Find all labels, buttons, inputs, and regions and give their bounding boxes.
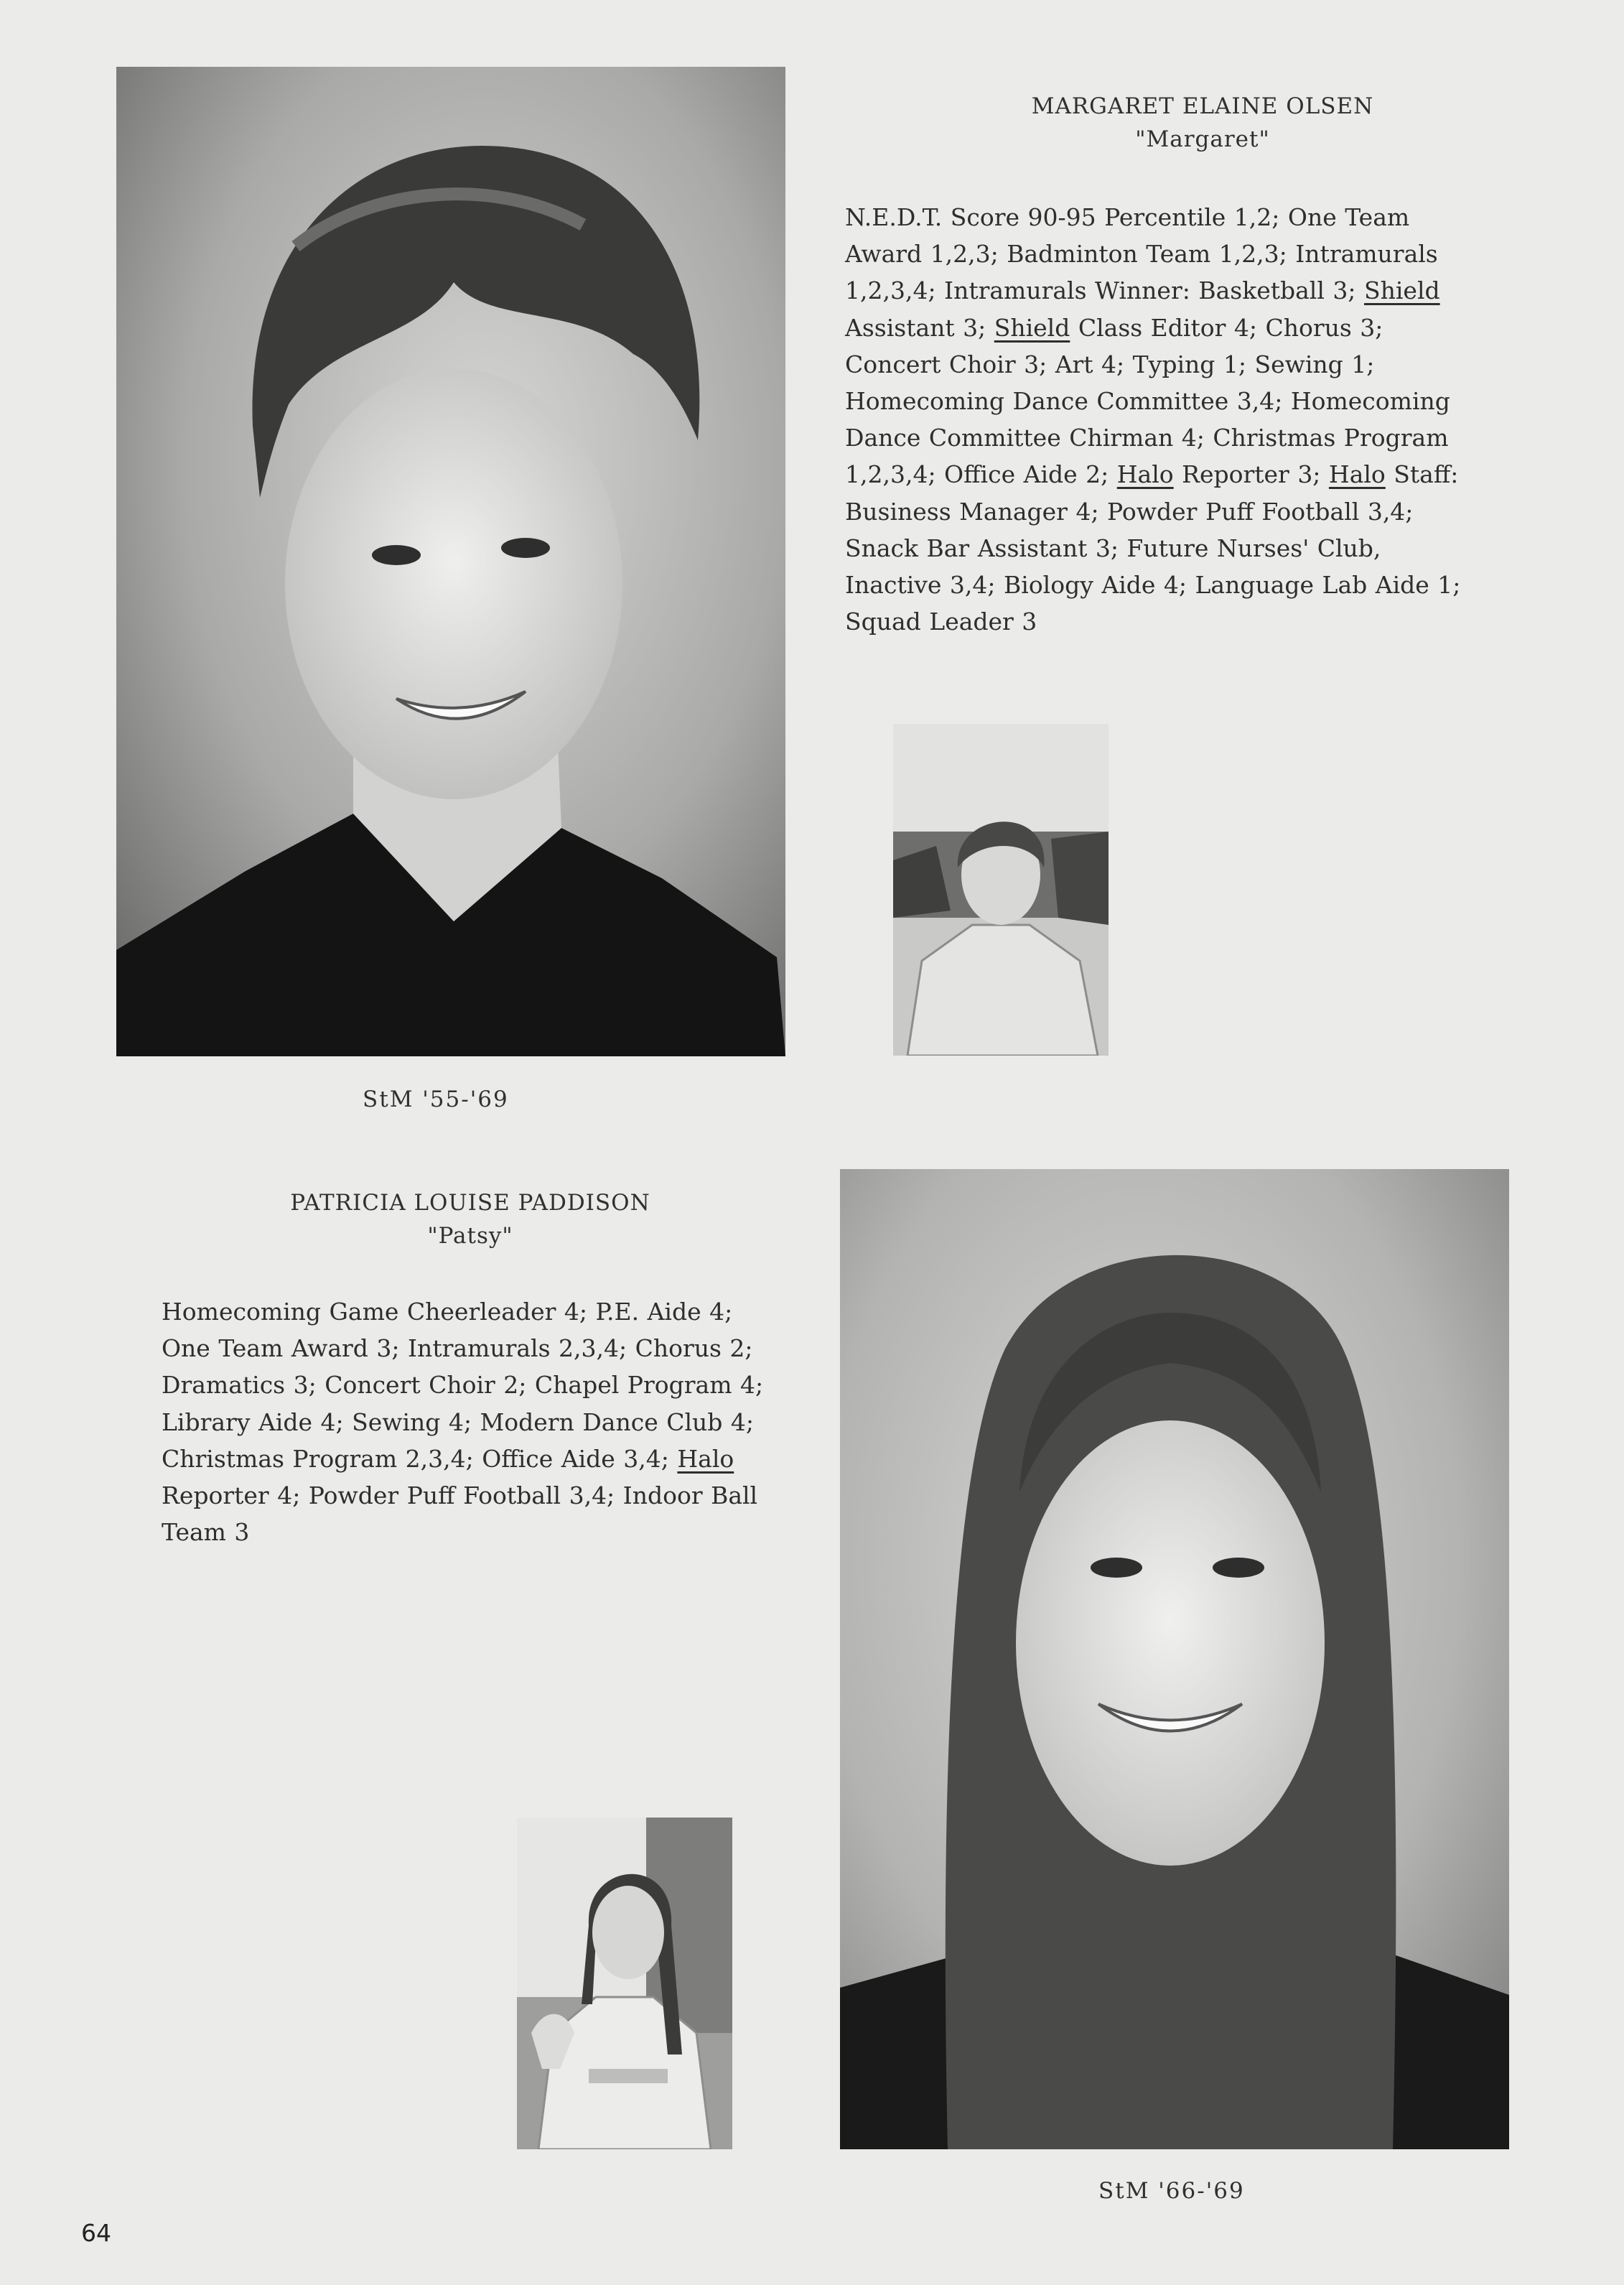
bio-text-segment: Homecoming Game Cheerleader 4; P.E. Aide 4; One Team Award 3; Intramurals 2,3,4; Chorus 2; Dramatics 3; Concert Choir 2; Chapel Program 4; Library Aide 4; Sewing 4; Modern Dance Club 4; Christmas Program 2,3,4; Office Aide 3,4;: [162, 1298, 764, 1473]
underlined-publication-title: Halo: [1328, 460, 1386, 489]
student2-nickname: "Patsy": [427, 1223, 513, 1249]
candid-photo-margaret-olsen: [893, 724, 1109, 1056]
student1-name-block: [844, 90, 1562, 156]
bio-text-segment: N.E.D.T. Score 90-95 Percentile 1,2; One Team Award 1,2,3; Badminton Team 1,2,3; Intramurals 1,2,3,4; Intramurals Winner: Basketball 3;: [845, 203, 1438, 305]
student2-school-years: StM '66-'69: [1098, 2178, 1245, 2204]
bio-text-segment: Staff: Business Manager 4; Powder Puff Football 3,4; Snack Bar Assistant 3; Future Nurses' Club, Inactive 3,4; Biology Aide 4; Language Lab Aide 1; Squad Leader 3: [845, 460, 1461, 636]
student1-activities: [845, 199, 1484, 640]
student1-name: MARGARET ELAINE OLSEN: [1031, 93, 1374, 119]
bio-text-segment: Assistant 3;: [845, 313, 994, 342]
bio-text-segment: Class Editor 4; Chorus 3; Concert Choir 3; Art 4; Typing 1; Sewing 1; Homecoming Dance Committee 3,4; Homecoming Dance Committee Chirman 4; Christmas Program 1,2,3,4; Office Aide 2;: [845, 313, 1450, 489]
page-number: 64: [81, 2219, 111, 2247]
underlined-publication-title: Shield: [1364, 276, 1440, 305]
student2-name: PATRICIA LOUISE PADDISON: [290, 1190, 650, 1216]
student1-school-years: StM '55-'69: [363, 1086, 509, 1112]
portrait-patricia-paddison: [840, 1169, 1509, 2149]
student2-name-block: [212, 1186, 729, 1252]
underlined-publication-title: Shield: [994, 313, 1070, 342]
student2-activities: [162, 1293, 786, 1550]
portrait-margaret-olsen: [116, 67, 785, 1056]
underlined-publication-title: Halo: [677, 1444, 734, 1473]
candid-photo-patricia-paddison: [517, 1818, 732, 2149]
bio-text-segment: Reporter 3;: [1173, 460, 1329, 489]
bio-text-segment: Reporter 4; Powder Puff Football 3,4; Indoor Ball Team 3: [162, 1481, 758, 1547]
underlined-publication-title: Halo: [1116, 460, 1174, 489]
student1-nickname: "Margaret": [1135, 126, 1270, 152]
